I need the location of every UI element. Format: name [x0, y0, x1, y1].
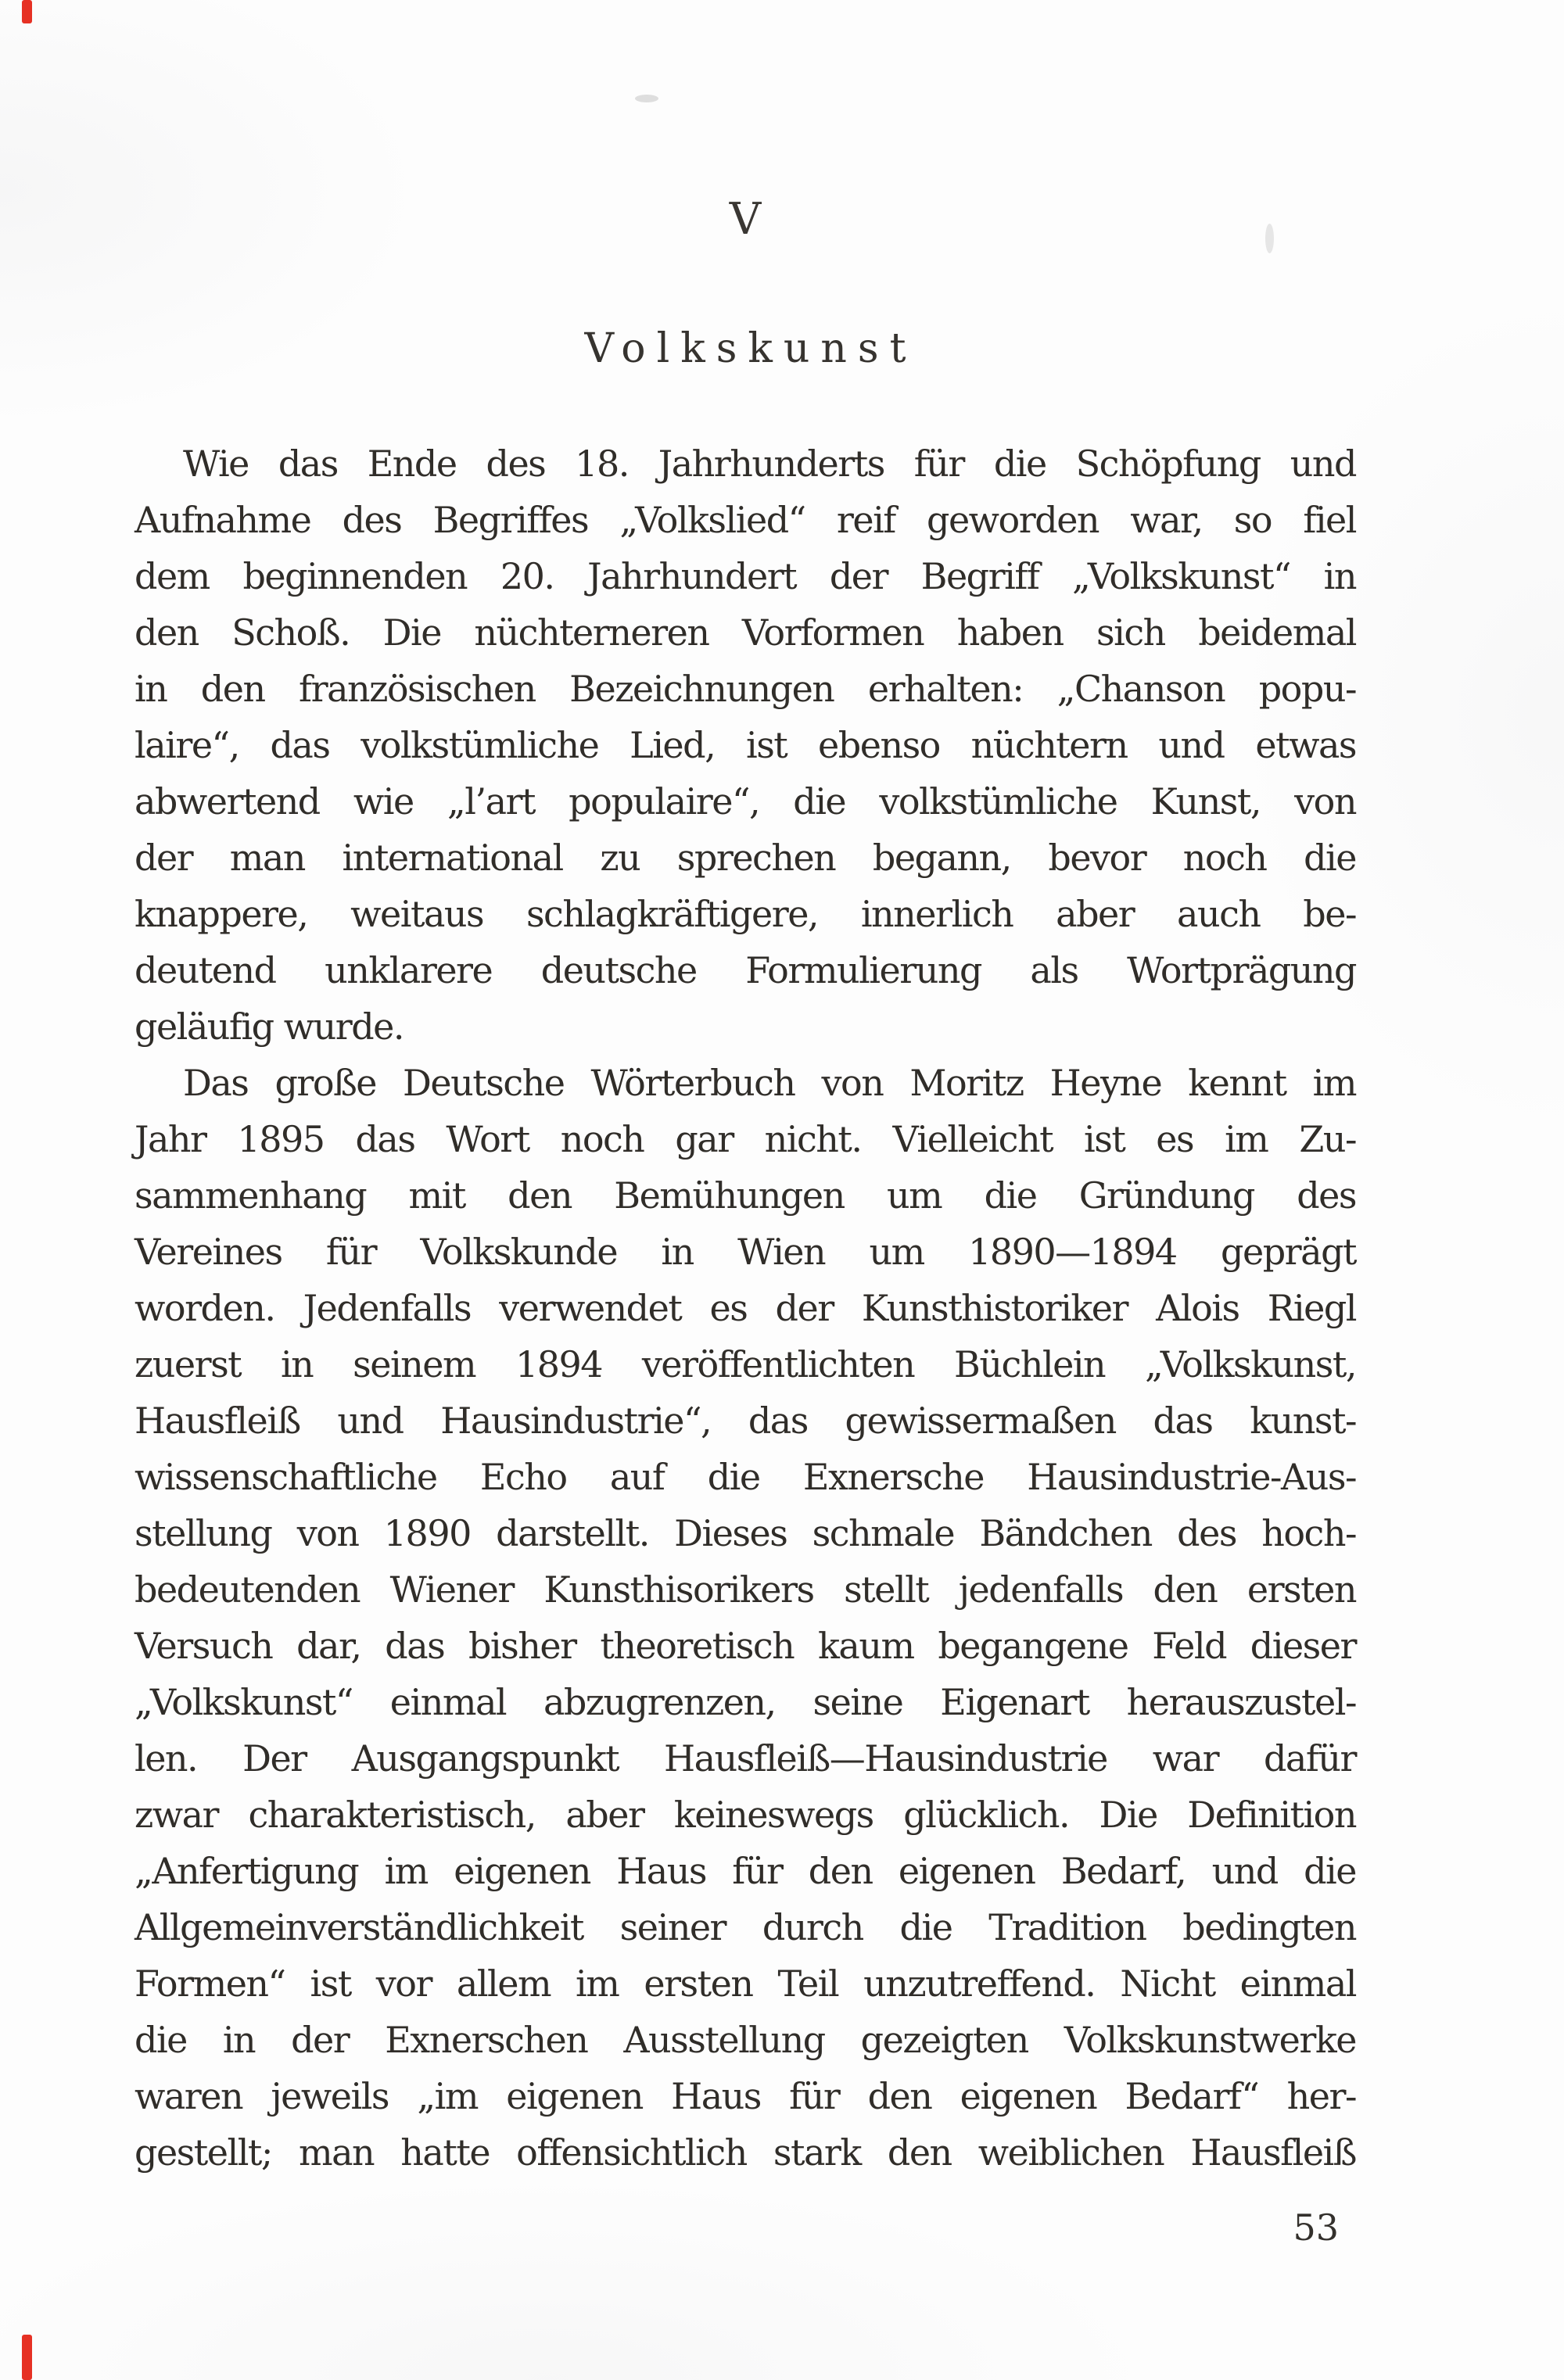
- text-line: „Volkskunst“ einmal abzugrenzen, seine Eigenart herauszustel-: [135, 1681, 1356, 1723]
- text-line: zuerst in seinem 1894 veröffentlichten Büchlein „Volkskunst,: [135, 1343, 1356, 1385]
- page-number: 53: [1293, 2206, 1339, 2249]
- text-line: Wie das Ende des 18. Jahrhunderts für die Schöpfung und: [183, 443, 1356, 485]
- text-line: laire“, das volkstümliche Lied, ist ebenso nüchtern und etwas: [135, 724, 1356, 766]
- text-line: Allgemeinverständlichkeit seiner durch die Tradition bedingten: [135, 1906, 1356, 1948]
- text-line: Vereines für Volkskunde in Wien um 1890—1894 geprägt: [135, 1231, 1356, 1273]
- text-line: Formen“ ist vor allem im ersten Teil unzutreffend. Nicht einmal: [135, 1962, 1356, 2005]
- text-line: Aufnahme des Begriffes „Volkslied“ reif geworden war, so fiel: [135, 499, 1356, 541]
- red-edge-mark-bottom: [22, 2335, 32, 2380]
- text-line: der man international zu sprechen begann, bevor noch die: [135, 837, 1356, 879]
- text-line: Das große Deutsche Wörterbuch von Moritz Heyne kennt im: [183, 1062, 1356, 1104]
- text-line: len. Der Ausgangspunkt Hausfleiß—Hausindustrie war dafür: [135, 1737, 1356, 1780]
- text-line: waren jeweils „im eigenen Haus für den eigenen Bedarf“ her-: [135, 2075, 1356, 2117]
- chapter-number: V: [729, 194, 762, 245]
- text-line: worden. Jedenfalls verwendet es der Kunsthistoriker Alois Riegl: [135, 1287, 1356, 1329]
- text-line: den Schoß. Die nüchterneren Vorformen haben sich beidemal: [135, 611, 1356, 654]
- text-line: geläufig wurde.: [135, 1005, 404, 1048]
- text-line: bedeutenden Wiener Kunsthisorikers stellt jedenfalls den ersten: [135, 1568, 1356, 1611]
- text-line: knappere, weitaus schlagkräftigere, innerlich aber auch be-: [135, 893, 1356, 935]
- text-line: in den französischen Bezeichnungen erhalten: „Chanson popu-: [135, 668, 1356, 710]
- scan-smudge: [635, 95, 658, 102]
- text-line: Hausfleiß und Hausindustrie“, das gewissermaßen das kunst-: [135, 1400, 1356, 1442]
- text-line: stellung von 1890 darstellt. Dieses schmale Bändchen des hoch-: [135, 1512, 1356, 1554]
- red-edge-mark-top: [22, 0, 32, 23]
- text-line: gestellt; man hatte offensichtlich stark den weiblichen Hausfleiß: [135, 2131, 1356, 2174]
- text-line: „Anfertigung im eigenen Haus für den eigenen Bedarf, und die: [135, 1850, 1356, 1892]
- text-line: sammenhang mit den Bemühungen um die Gründung des: [135, 1174, 1356, 1217]
- body-text: [135, 435, 1356, 2181]
- text-line: abwertend wie „l’art populaire“, die volkstümliche Kunst, von: [135, 780, 1356, 823]
- text-line: Jahr 1895 das Wort noch gar nicht. Vielleicht ist es im Zu-: [135, 1118, 1356, 1160]
- text-line: deutend unklarere deutsche Formulierung als Wortprägung: [135, 949, 1356, 991]
- page-title: Volkskunst: [584, 325, 917, 372]
- text-line: dem beginnenden 20. Jahrhundert der Begriff „Volkskunst“ in: [135, 555, 1356, 597]
- text-line: zwar charakteristisch, aber keineswegs glücklich. Die Definition: [135, 1794, 1356, 1836]
- text-line: wissenschaftliche Echo auf die Exnersche Hausindustrie-Aus-: [135, 1456, 1356, 1498]
- text-line: die in der Exnerschen Ausstellung gezeigten Volkskunstwerke: [135, 2019, 1356, 2061]
- text-line: Versuch dar, das bisher theoretisch kaum begangene Feld dieser: [135, 1625, 1356, 1667]
